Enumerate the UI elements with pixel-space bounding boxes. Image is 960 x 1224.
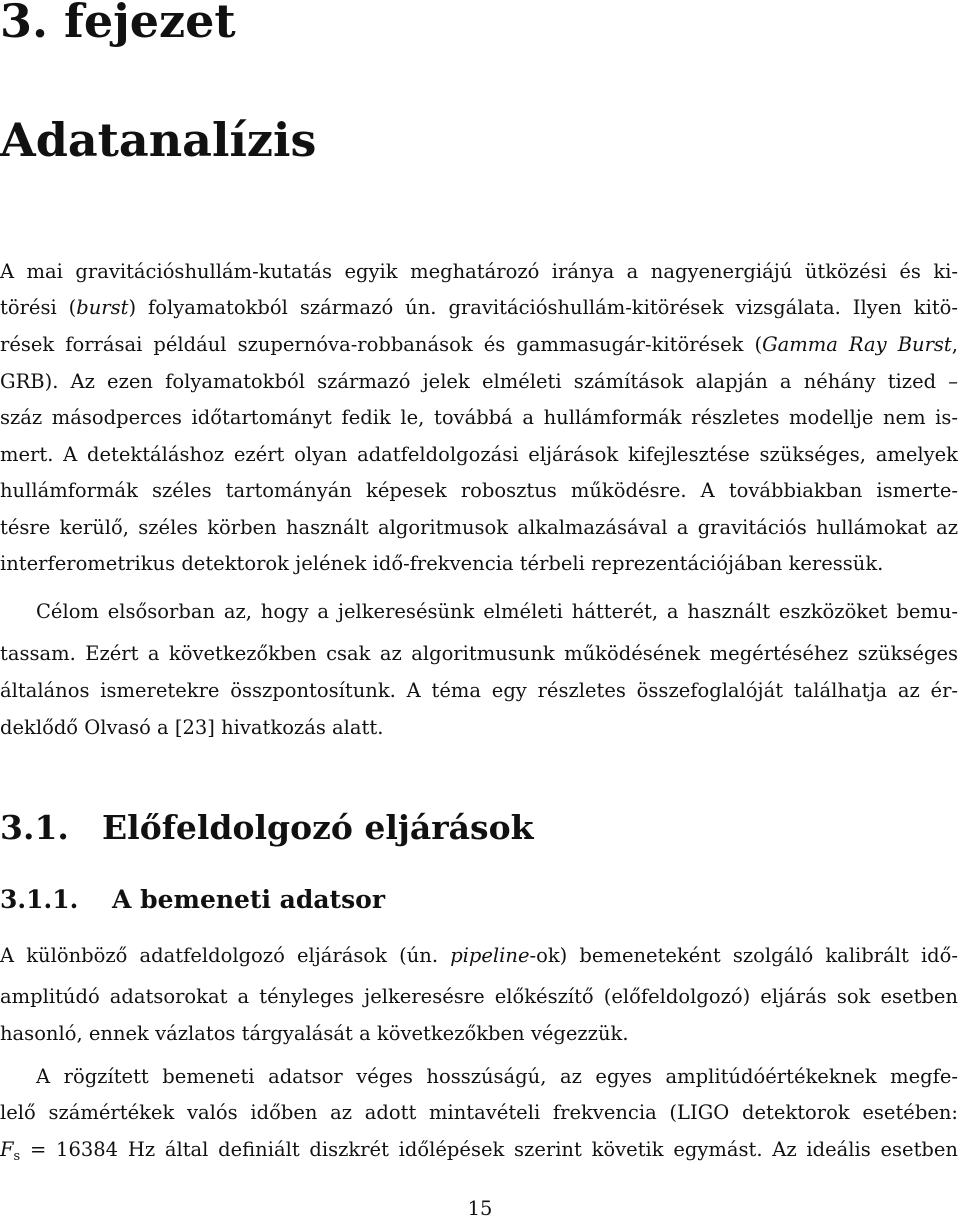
chapter-label: 3. fejezet [0,0,236,48]
text-span: , [951,333,958,356]
page-number: 15 [467,1197,493,1220]
text-span: = 16384 Hz által definiált diszkrét időlépések szerint követik egymást. Az ideális esetben [20,1138,958,1161]
text-line [0,293,958,323]
math-subscript: s [13,1149,21,1164]
emphasis-text: pipeline [450,944,530,967]
text-span: -ok) bemeneteként szolgáló kalibrált idő- [529,944,958,967]
math-variable: F [0,1138,14,1161]
text-line: tassam. Ezért a következőkben csak az algoritmusunk működésének megértéséhez szükséges [0,642,958,665]
text-line: interferometrikus detektorok jelének idő-frekvencia térbeli reprezentációjában keressük. [0,552,884,575]
emphasis-text: Gamma Ray Burst [762,333,952,356]
text-line: GRB). Az ezen folyamatokból származó jelek elméleti számítások alapján a néhány tized – [0,370,958,393]
text-span: A különböző adatfeldolgozó eljárások (ún. [0,944,451,967]
text-line: tésre kerülő, széles körben használt algoritmusok alkalmazásával a gravitációs hullámokat az [0,516,958,539]
text-line [0,941,958,971]
subsection-number: 3.1.1. [0,885,79,914]
text-span: törési ( [0,296,77,319]
text-line: lelő számértékek valós időben az adott mintavételi frekvencia (LIGO detektorok esetében: [0,1101,958,1124]
text-line: száz másodperces időtartományt fedik le, továbbá a hullámformák részletes modellje nem is- [0,406,958,429]
text-line: Célom elsősorban az, hogy a jelkeresésünk elméleti hátterét, a használt eszközöket bemu- [36,600,958,623]
chapter-title: Adatanalízis [0,113,317,167]
text-line: A rögzített bemeneti adatsor véges hosszúságú, az egyes amplitúdóértékeknek megfe- [36,1065,958,1088]
text-line [0,330,958,360]
text-line: hullámformák széles tartományán képesek robosztus működésre. A továbbiakban ismerte- [0,479,958,502]
subsection-title: A bemeneti adatsor [112,885,386,914]
subsection-heading [0,882,385,918]
text-span: rések forrásai például szupernóva-robbanások és gammasugár-kitörések ( [0,333,763,356]
section-title: Előfeldolgozó eljárások [102,808,534,847]
text-line: általános ismeretekre összpontosítunk. A téma egy részletes összefoglalóját találhatja az ér- [0,679,958,702]
section-number: 3.1. [0,808,69,847]
text-line: mert. A detektáláshoz ezért olyan adatfeldolgozási eljárások kifejlesztése szükséges, amelyek [0,443,958,466]
text-line: A mai gravitációshullám-kutatás egyik meghatározó iránya a nagyenergiájú ütközési és ki- [0,260,958,283]
text-line: amplitúdó adatsorokat a tényleges jelkeresésre előkészítő (előfeldolgozó) eljárás sok esetben [0,985,958,1008]
text-line: deklődő Olvasó a [23] hivatkozás alatt. [0,716,384,739]
section-heading [0,806,533,850]
text-span: ) folyamatokból származó ún. gravitációshullám-kitörések vizsgálata. Ilyen kitö- [128,296,958,319]
text-line: hasonló, ennek vázlatos tárgyalását a következőkben végezzük. [0,1022,629,1045]
text-line [0,1135,958,1165]
emphasis-text: burst [76,296,129,319]
